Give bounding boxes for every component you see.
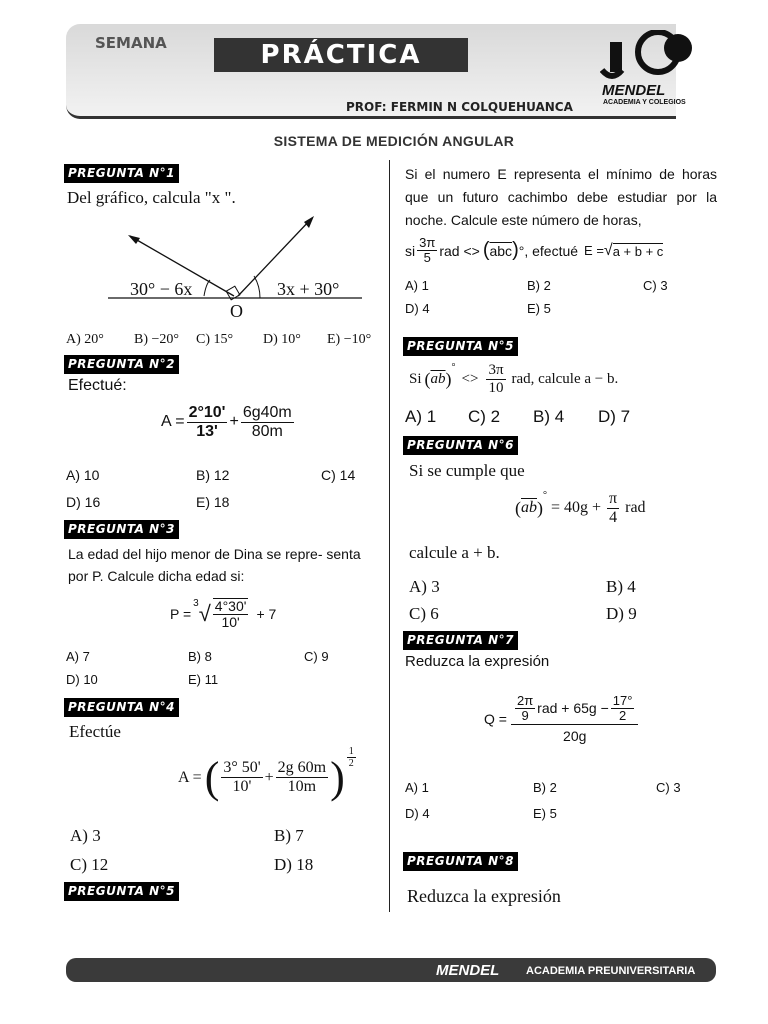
qe-fraction: [417, 236, 437, 266]
qe-left-paren-icon: (: [482, 239, 490, 262]
q4-plus: +: [264, 768, 274, 786]
q2-option-b: B) 12: [196, 467, 230, 483]
q3-option-b: B) 8: [188, 649, 212, 664]
angle-right-label: 3x + 30°: [277, 279, 340, 299]
question-7-label: PREGUNTA N°7: [403, 631, 518, 650]
q5-mid: <>: [461, 370, 479, 387]
question-4-text: Efectúe: [69, 722, 121, 741]
q3-root-index: 3: [193, 598, 199, 609]
qe-option-c: C) 3: [643, 278, 668, 293]
q5-si: Si: [409, 370, 422, 387]
q7-option-a: A) 1: [405, 780, 429, 795]
q7-option-d: D) 4: [405, 806, 430, 821]
q3-fraction: [213, 598, 249, 631]
q5-option-c: C) 2: [468, 407, 501, 426]
q7-expr-prefix: Q =: [484, 710, 507, 727]
question-8-label: PREGUNTA N°8: [403, 852, 518, 871]
q6-calc: calcule a + b.: [409, 543, 500, 562]
question-1-label: PREGUNTA N°1: [64, 164, 179, 183]
question-4-label: PREGUNTA N°4: [64, 698, 179, 717]
question-3-text: La edad del hijo menor de Dina se repre- senta por P. Calcule dicha edad si:: [68, 546, 361, 584]
q5-degree-icon: °: [451, 362, 456, 373]
qe-option-a: A) 1: [405, 278, 429, 293]
q2-f2-num: 6g40m: [242, 404, 292, 421]
qe-e-root: a + b + c: [612, 243, 664, 259]
q7-inner2-den: 2: [619, 708, 627, 724]
q6-right-paren-icon: ): [537, 497, 543, 518]
q6-ab: $\overline{ab}$: [521, 499, 537, 517]
q2-f1-num: 2°10': [188, 404, 226, 421]
week-label: SEMANA: [95, 34, 167, 52]
q3-option-a: A) 7: [66, 649, 90, 664]
logo-name: MENDEL: [602, 82, 666, 99]
q3-option-d: D) 10: [66, 672, 98, 687]
q4-option-c: C) 12: [70, 855, 109, 874]
q3-expression: [170, 598, 276, 631]
q3-option-e: E) 11: [188, 672, 219, 687]
q4-exponent: [347, 746, 356, 769]
q4-fraction-1: [221, 759, 262, 795]
q2-expression: [161, 404, 296, 440]
qe-rad-part: rad <>: [439, 242, 480, 259]
q6-rad: rad: [625, 499, 646, 517]
question-8-text: Reduzca la expresión: [407, 886, 561, 906]
q2-expr-prefix: A =: [161, 413, 185, 431]
question-e-text: Si el numero E representa el mínimo de horas que un futuro cachimbo debe estudiar por la noche. Calcule este número de horas,: [405, 166, 717, 228]
q6-option-c: C) 6: [409, 604, 439, 623]
q7-main-fraction: [511, 694, 639, 744]
q6-left-paren-icon: (: [515, 497, 521, 518]
q1-option-c: C) 15°: [196, 332, 234, 347]
q1-option-a: A) 20°: [66, 332, 104, 347]
q4-exp-den: 2: [348, 758, 354, 769]
q4-expr-prefix: A =: [178, 768, 202, 786]
q2-option-a: A) 10: [66, 467, 100, 483]
qe-degree: °, efectué: [518, 242, 579, 259]
qe-f-num: 3π: [419, 235, 436, 250]
qe-option-b: B) 2: [527, 278, 551, 293]
q4-expression: [178, 746, 358, 803]
qe-e-prefix: E =: [584, 243, 604, 259]
question-6-text: Si se cumple que: [409, 461, 525, 480]
q6-option-b: B) 4: [606, 577, 636, 596]
q7-inner-fraction-1: [515, 694, 535, 724]
angle-left-label: 30° − 6x: [130, 279, 193, 299]
professor-name: PROF: FERMIN N COLQUEHUANCA: [346, 100, 573, 114]
q4-option-a: A) 3: [70, 826, 101, 845]
q5-left-paren-icon: (: [424, 368, 431, 389]
q4-exp-num: 1: [348, 746, 354, 757]
q5-right-paren-icon: ): [445, 368, 452, 389]
q4-fraction-2: [276, 759, 328, 795]
q1-option-e: E) −10°: [327, 332, 372, 347]
q4-f2-den: 10m: [287, 778, 317, 795]
q5-expression: [409, 362, 618, 396]
question-e-expression: [405, 236, 663, 266]
radical-icon: √: [198, 601, 211, 627]
q3-expr-suffix: + 7: [256, 606, 277, 623]
q5-option-d: D) 7: [598, 407, 631, 426]
q4-f2-num: 2g 60m: [277, 759, 327, 777]
q2-f2-den: 80m: [251, 422, 283, 440]
q5-f-den: 10: [488, 379, 504, 396]
footer-text: ACADEMIA PREUNIVERSITARIA: [526, 965, 696, 977]
question-6-label: PREGUNTA N°6: [403, 436, 518, 455]
question-5-label: PREGUNTA N°5: [403, 337, 518, 356]
q6-option-d: D) 9: [606, 604, 637, 623]
q4-f1-den: 10': [232, 778, 252, 795]
qe-si: si: [405, 242, 416, 259]
qe-abc: $\overline{abc}$: [489, 242, 513, 259]
left-paren-icon: (: [204, 753, 220, 802]
q7-option-b: B) 2: [533, 780, 557, 795]
logo-subtitle: ACADEMIA Y COLEGIOS: [603, 99, 686, 106]
question-2-label: PREGUNTA N°2: [64, 355, 179, 374]
question-5-left-label: PREGUNTA N°5: [64, 882, 179, 901]
q7-inner-fraction-2: [611, 694, 635, 724]
q7-inner-den: 9: [521, 708, 529, 724]
footer-brand: MENDEL: [436, 962, 500, 979]
q6-expression: [515, 490, 646, 526]
q6-degree-icon: °: [543, 490, 547, 501]
q5-option-a: A) 1: [405, 407, 437, 426]
q7-inner2-num: 17°: [612, 693, 633, 708]
q6-eq: = 40g +: [551, 499, 602, 517]
q4-f1-num: 3° 50': [223, 759, 261, 777]
qe-radical-icon: √: [603, 241, 613, 259]
question-7-text: Reduzca la expresión: [405, 653, 550, 670]
q1-option-d: D) 10°: [263, 332, 301, 347]
q4-option-d: D) 18: [274, 855, 314, 874]
q7-denominator: 20g: [563, 727, 587, 744]
vertex-label: O: [230, 301, 243, 321]
q3-f-num: 4°30': [214, 598, 247, 614]
qe-right-paren-icon: ): [512, 239, 519, 262]
q4-option-b: B) 7: [274, 826, 304, 845]
q6-f-den: 4: [609, 508, 618, 526]
q2-plus: +: [229, 413, 239, 431]
q2-option-d: D) 16: [66, 494, 101, 510]
q7-inner-num: 2π: [516, 693, 534, 708]
right-paren-icon: ): [330, 753, 345, 802]
q7-numerator: [511, 694, 639, 725]
q5-option-b: B) 4: [533, 407, 565, 426]
q3-f-den: 10': [221, 614, 240, 631]
qe-f-den: 5: [423, 250, 431, 266]
q5-fraction: [486, 362, 505, 396]
question-3-label: PREGUNTA N°3: [64, 520, 179, 539]
q7-option-e: E) 5: [533, 806, 557, 821]
column-divider: [389, 160, 390, 912]
q2-fraction-2: [241, 404, 294, 440]
qe-option-d: D) 4: [405, 301, 430, 316]
q1-option-b: B) −20°: [134, 332, 179, 347]
question-1-text: Del gráfico, calcula "x ".: [67, 188, 236, 207]
q5-tail: rad, calcule a − b.: [511, 370, 619, 387]
q5-f-num: 3π: [488, 362, 504, 378]
q6-fraction: [607, 490, 619, 526]
q2-option-c: C) 14: [321, 467, 356, 483]
practice-title: PRÁCTICA: [260, 40, 422, 70]
q6-option-a: A) 3: [409, 577, 440, 596]
page-title: SISTEMA DE MEDICIÓN ANGULAR: [273, 133, 515, 149]
q5-ab: $\overline{ab}$: [430, 370, 446, 387]
q2-fraction-1: [187, 404, 228, 440]
qe-option-e: E) 5: [527, 301, 551, 316]
q2-option-e: E) 18: [196, 494, 230, 510]
question-2-text: Efectué:: [68, 377, 127, 394]
q7-expression: [484, 694, 640, 744]
q6-f-num: π: [609, 490, 618, 507]
q3-option-c: C) 9: [304, 649, 329, 664]
q2-f1-den: 13': [196, 422, 218, 440]
q3-expr-prefix: P =: [170, 606, 192, 623]
q7-option-c: C) 3: [656, 780, 681, 795]
q7-rad-part: rad + 65g −: [537, 700, 609, 717]
